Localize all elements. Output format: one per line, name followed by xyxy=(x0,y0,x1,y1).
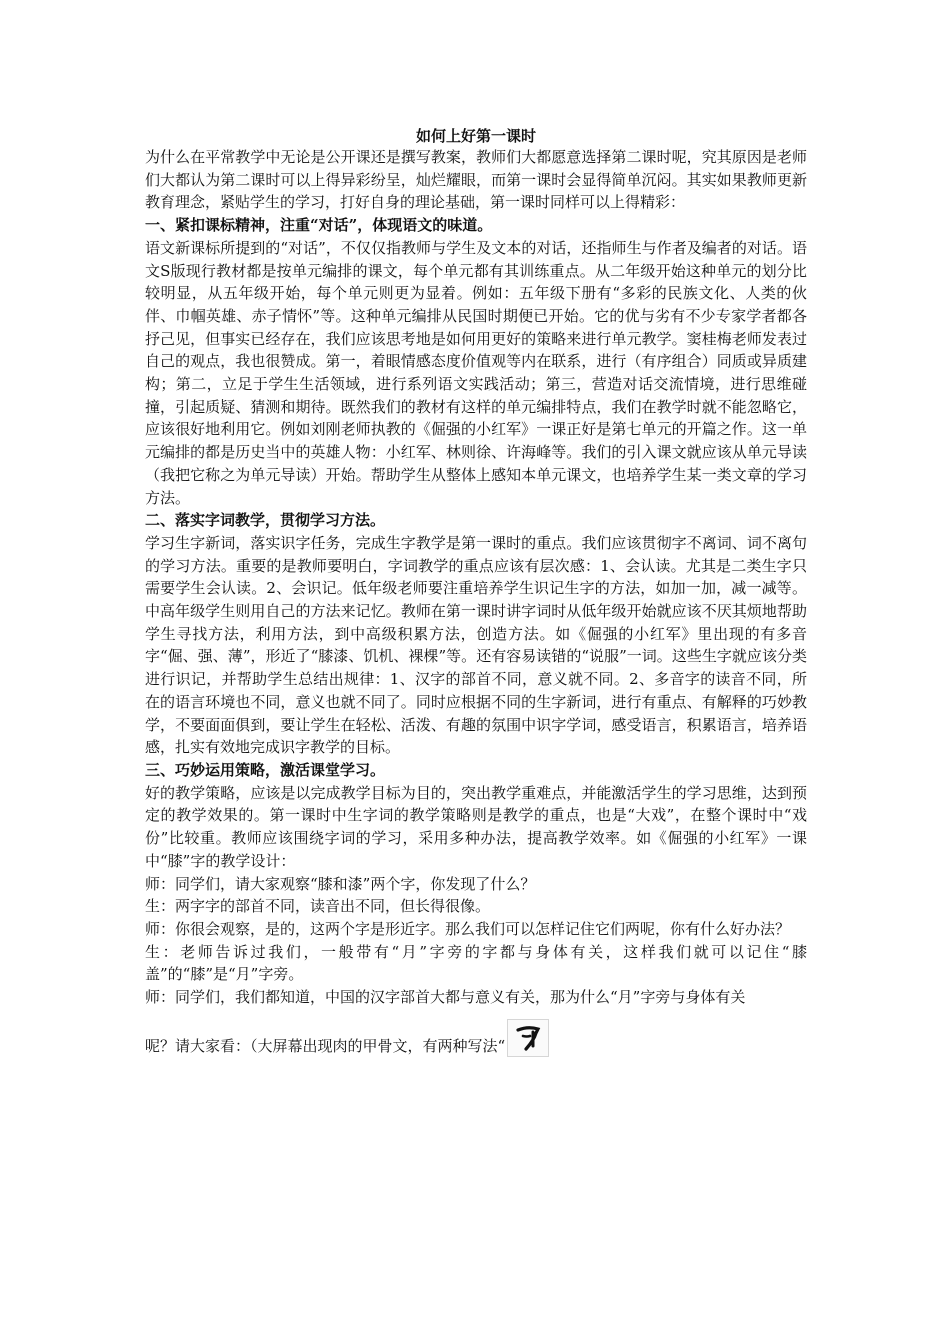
dialogue-line-2: 生：两字字的部首不同，读音出不同，但长得很像。 xyxy=(145,897,491,916)
dialogue-line-1: 师：同学们，请大家观察“膝和漆”两个字，你发现了什么？ xyxy=(145,874,536,893)
section-heading-1: 一、紧扣课标精神，注重“对话”，体现语文的味道。 xyxy=(145,216,493,235)
section-heading-2: 二、落实字词教学，贯彻学习方法。 xyxy=(145,511,386,530)
oracle-bone-meat-glyph-icon xyxy=(507,1019,549,1057)
section-1-paragraph: 语文新课标所提到的“对话”，不仅仅指教师与学生及文本的对话，还指师生与作者及编者的对话。语文S版现行教材都是按单元编排的课文，每个单元都有其训练重点。从二年级开始这种单元的划分比较明显，从五年级开始，每个单元则更为显着。例如：五年级下册有“多彩的民族文化、人类的伙伴、巾帼英雄、赤子情怀”等。这种单元编排从民国时期便已开始。它的优与劣有不少专家学者都各抒己见，但事实已经存在，我们应该思考地是如何用更好的策略来进行单元教学。窦桂梅老师发表过自己的观点，我也很赞成。第一，着眼情感态度价值观等内在联系，进行（有序组合）同质或异质建构；第二，立足于学生生活领域，进行系列语文实践活动；第三，营造对话交流情境，进行思维碰撞，引起质疑、猜测和期待。既然我们的教材有这样的单元编排特点，我们在教学时就不能忽略它，应该很好地利用它。例如刘刚老师执教的《倔强的小红军》一课正好是第七单元的开篇之作。这一单元编排的都是历史当中的英雄人物：小红军、林则徐、许海峰等。我们的引入课文就应该从单元导读（我把它称之为单元导读）开始。帮助学生从整体上感知本单元课文，也培养学生某一类文章的学习方法。 xyxy=(145,238,807,507)
section-heading-3: 三、巧妙运用策略，激活课堂学习。 xyxy=(145,760,386,779)
dialogue-line-5: 师：同学们，我们都知道，中国的汉字部首大都与意义有关，那为什么“月”字旁与身体有关 xyxy=(145,988,746,1007)
intro-paragraph: 为什么在平常教学中无论是公开课还是撰写教案，教师们大都愿意选择第二课时呢，究其原因是老师们大都认为第二课时可以上得异彩纷呈，灿烂耀眼，而第一课时会显得简单沉闷。其实如果教师更新教育理念，紧贴学生的学习，打好自身的理论基础，第一课时同样可以上得精彩： xyxy=(145,148,807,212)
dialogue-line-4: 生：老师告诉过我们，一般带有“月”字旁的字都与身体有关，这样我们就可以记住“膝盖”的“膝”是“月”字旁。 xyxy=(145,942,807,984)
dialogue-line-6 xyxy=(145,1009,807,1057)
document-page xyxy=(145,126,807,1057)
section-2-paragraph: 学习生字新词，落实识字任务，完成生字教学是第一课时的重点。我们应该贯彻字不离词、词不离句的学习方法。重要的是教师要明白，字词教学的重点应该有层次感：1、会认读。尤其是二类生字只需要学生会认读。2、会识记。低年级老师要注重培养学生识记生字的方法，如加一加，减一减等。中高年级学生则用自己的方法来记忆。教师在第一课时讲字词时从低年级开始就应该不厌其烦地帮助学生寻找方法，利用方法，到中高级积累方法，创造方法。如《倔强的小红军》里出现的有多音字“倔、强、薄”，形近了“膝漆、饥机、裸棵”等。还有容易读错的“说服”一词。这些生字就应该分类进行识记，并帮助学生总结出规律：1、汉字的部首不同，意义就不同。2、多音字的读音不同，所在的语言环境也不同，意义也就不同了。同时应根据不同的生字新词，进行有重点、有解释的巧妙教学，不要面面俱到，要让学生在轻松、活泼、有趣的氛围中识字学词，感受语言，积累语言，培养语感，扎实有效地完成识字教学的目标。 xyxy=(145,533,807,757)
document-title: 如何上好第一课时 xyxy=(415,127,536,145)
dialogue-line-3: 师：你很会观察，是的，这两个字是形近字。那么我们可以怎样记住它们两呢，你有什么好办法？ xyxy=(145,919,791,938)
section-3-paragraph: 好的教学策略，应该是以完成教学目标为目的，突出教学重难点，并能激活学生的学习思维，达到预定的教学效果的。第一课时中生字词的教学策略则是教学的重点，也是“大戏”，在整个课时中“戏份”比较重。教师应该围绕字词的学习，采用多种办法，提高教学效率。如《倔强的小红军》一课中“膝”字的教学设计： xyxy=(145,783,807,870)
dialogue-line-6-text: 呢？请大家看：（大屏幕出现肉的甲骨文，有两种写法“ xyxy=(145,1036,506,1055)
